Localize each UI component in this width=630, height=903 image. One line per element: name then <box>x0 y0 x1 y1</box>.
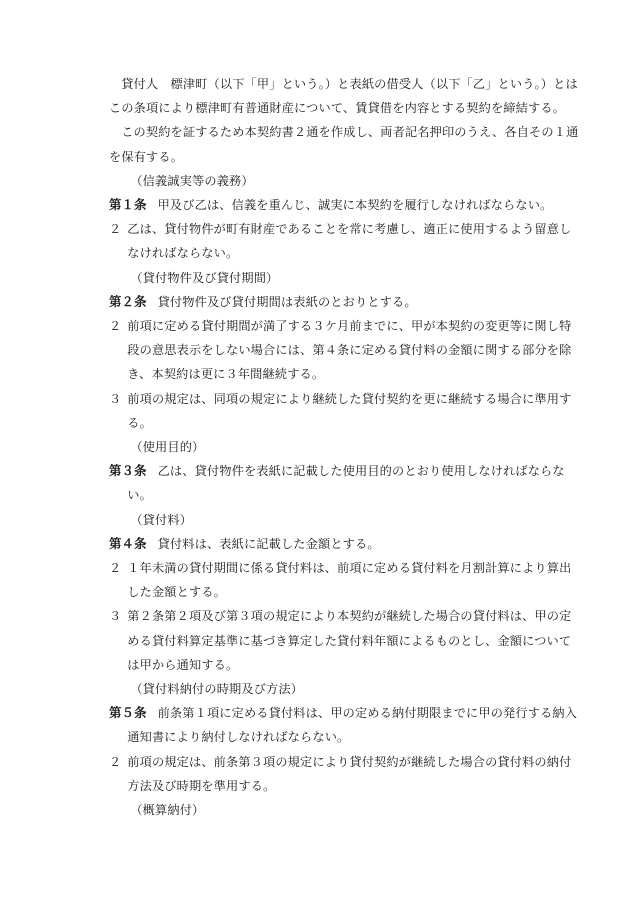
article-2-item-2 <box>109 314 579 387</box>
article-5 <box>109 701 579 749</box>
article-4-item-2 <box>109 556 579 604</box>
article-5-heading: （貸付料納付の時期及び方法） <box>130 682 304 697</box>
contract-document <box>109 72 579 822</box>
article-3 <box>109 459 579 507</box>
article-1-text: 甲及び乙は、信義を重んじ、誠実に本契約を履行しなければならない。 <box>157 198 553 213</box>
article-2-item-3 <box>109 387 579 435</box>
article-2-number: 第２条 <box>109 293 147 309</box>
article-1-item-2 <box>109 217 579 265</box>
item-number: ２ <box>109 561 122 576</box>
item-text: 前項の規定は、前条第３項の規定により貸付契約が継続した場合の貸付料の納付方法及び時期を準用する。 <box>127 754 572 793</box>
item-text: １年未満の貸付期間に係る貸付料は、前項に定める貸付料を月割計算により算出した金額とする。 <box>127 561 572 600</box>
article-1-number: 第１条 <box>109 197 147 213</box>
preamble-paragraph-2: この契約を証するため本契約書２通を作成し、両者記名押印のうえ、各自その１通を保有する。 <box>109 125 579 164</box>
article-4 <box>109 532 579 556</box>
article-4-text: 貸付料は、表紙に記載した金額とする。 <box>157 536 380 551</box>
article-5-number: 第５条 <box>109 705 147 721</box>
article-2 <box>109 290 579 314</box>
item-text: 第２条第２項及び第３項の規定により本契約が継続した場合の貸付料は、甲の定める貸付料算定基準に基づき算定した貸付料年額によるものとし、金額については甲から通知する。 <box>127 609 572 672</box>
item-number: ２ <box>109 222 122 237</box>
article-5-item-2 <box>109 750 579 798</box>
item-text: 乙は、貸付物件が町有財産であることを常に考慮し、適正に使用するよう留意しなければならない。 <box>127 222 572 261</box>
item-text: 前項の規定は、同項の規定により継続した貸付契約を更に継続する場合に準用する。 <box>127 391 572 430</box>
item-number: ２ <box>109 319 122 334</box>
preamble-paragraph-1: 貸付人 標津町（以下「甲」という。）と表紙の借受人（以下「乙」という。）とはこの条項により標津町有普通財産について、賃貸借を内容とする契約を締結する。 <box>109 77 578 116</box>
article-6-heading: （概算納付） <box>130 803 205 818</box>
article-4-heading: （貸付料） <box>130 512 193 527</box>
article-4-item-3 <box>109 604 579 677</box>
item-number: ３ <box>109 391 122 406</box>
article-3-text: 乙は、貸付物件を表紙に記載した使用目的のとおり使用しなければならない。 <box>127 464 565 503</box>
article-3-number: 第３条 <box>109 463 147 479</box>
item-number: ３ <box>109 609 122 624</box>
article-4-number: 第４条 <box>109 535 147 551</box>
article-1 <box>109 193 579 217</box>
article-2-text: 貸付物件及び貸付期間は表紙のとおりとする。 <box>157 294 417 309</box>
article-1-heading: （信義誠実等の義務） <box>130 173 254 188</box>
item-number: ２ <box>109 754 122 769</box>
article-5-text: 前条第１項に定める貸付料は、甲の定める納付期限までに甲の発行する納入通知書により納付しなければならない。 <box>127 706 578 745</box>
item-text: 前項に定める貸付期間が満了する３ケ月前までに、甲が本契約の変更等に関し特段の意思表示をしない場合には、第４条に定める貸付料の金額に関する部分を除き、本契約は更に３年間継続する。 <box>127 319 572 382</box>
article-3-heading: （使用目的） <box>130 440 205 455</box>
article-2-heading: （貸付物件及び貸付期間） <box>130 270 279 285</box>
